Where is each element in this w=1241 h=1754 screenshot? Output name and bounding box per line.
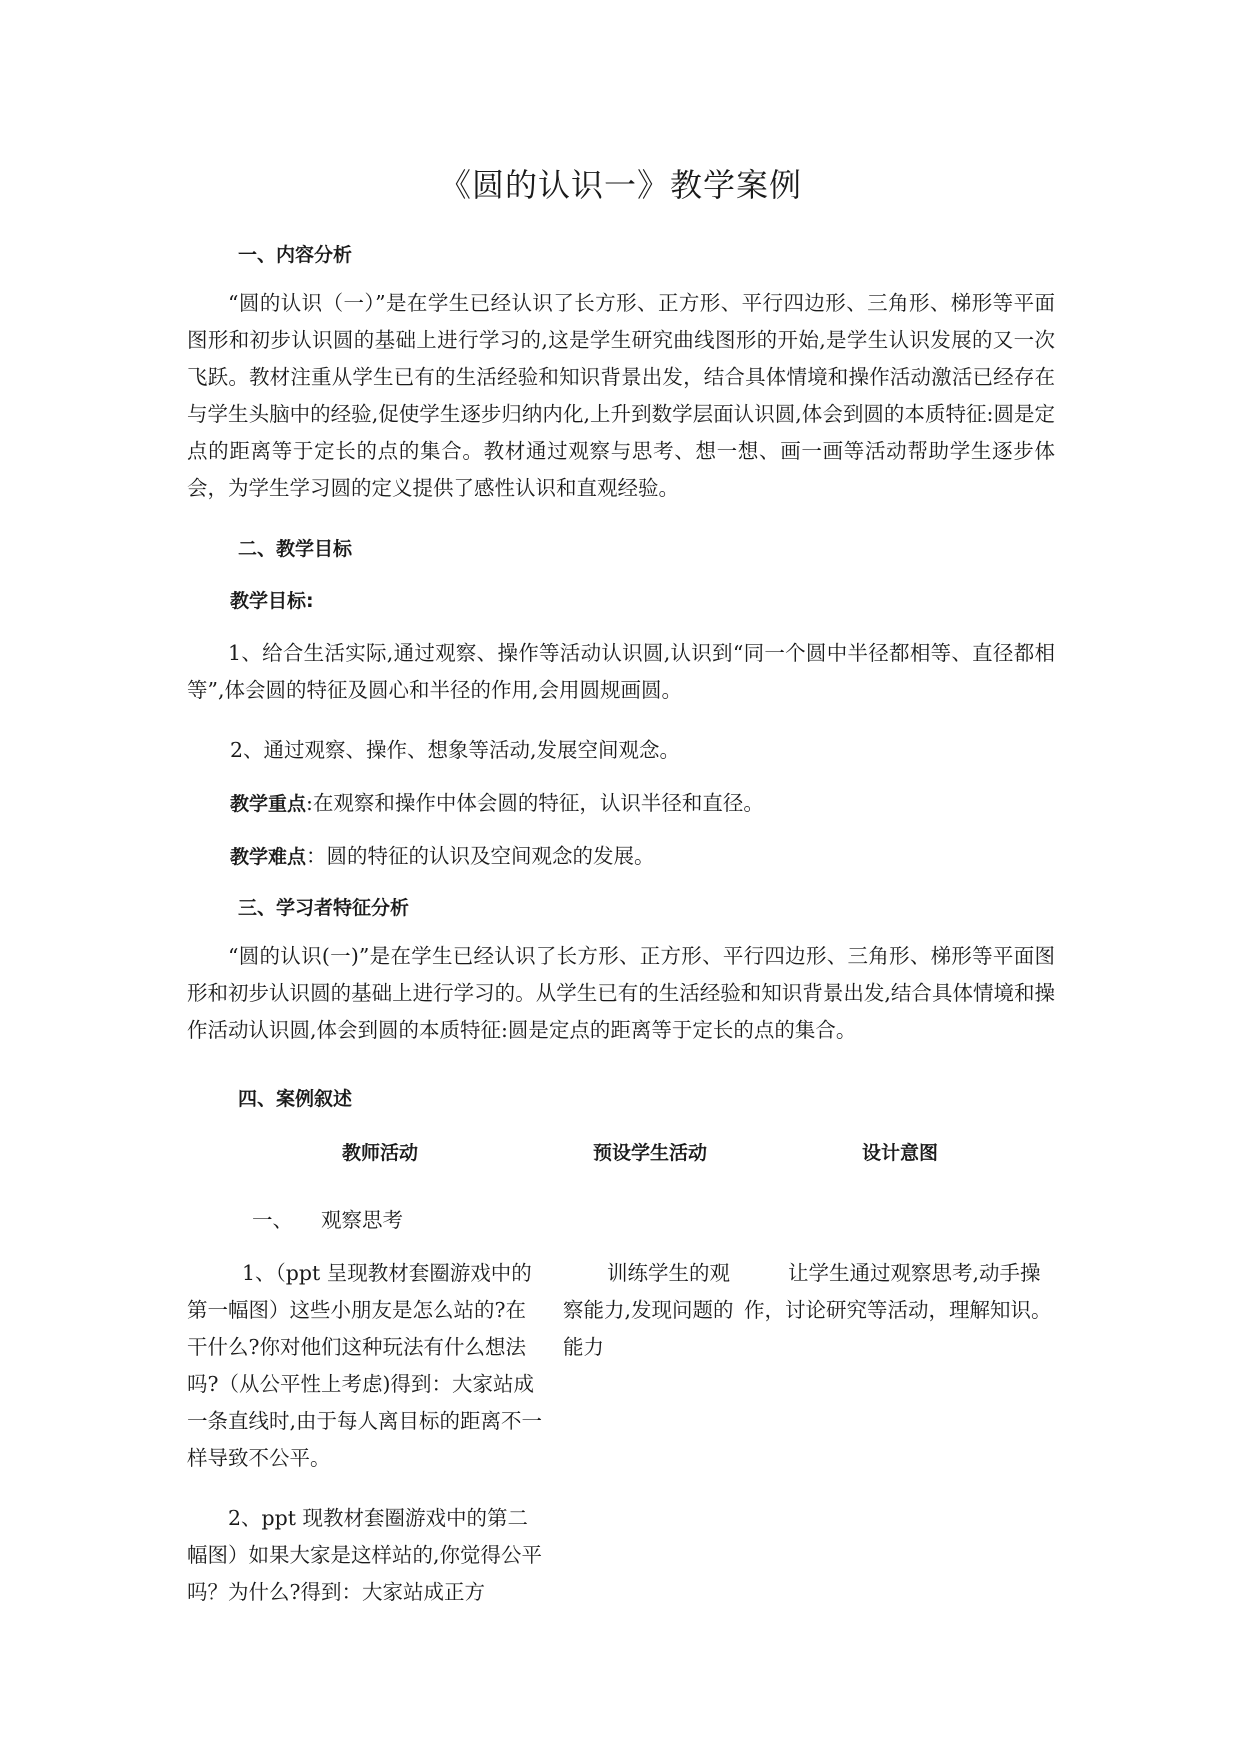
step-heading [252,1203,403,1233]
design-intent-1: 让学生通过观察思考,动手操作，讨论研究等活动，理解知识。 [744,1261,1052,1322]
section-heading-content-analysis: 一、内容分析 [238,244,353,266]
section-heading-teaching-goals: 二、教学目标 [238,538,353,560]
document-title: 《圆的认识一》教学案例 [438,166,802,204]
step-number: 一、 [252,1208,293,1232]
difficulty-text: ：圆的特征的认识及空间观念的发展。 [306,844,655,868]
teacher-activity-1: 1、（ppt 呈现教材套圈游戏中的第一幅图）这些小朋友是怎么站的?在干什么?你对他们这种玩法有什么想法吗?（从公平性上考虑)得到：大家站成一条直线时,由于每人离目标的距离不一样导致不公平。 [187,1261,543,1470]
content-analysis-paragraph: “圆的认识（一）”是在学生已经认识了长方形、正方形、平行四边形、三角形、梯形等平面图形和初步认识圆的基础上进行学习的,这是学生研究曲线图形的开始,是学生认识发展的又一次飞跃。教材注重从学生已有的生活经验和知识背景出发，结合具体情境和操作活动激活已经存在与学生头脑中的经验,促使学生逐步归纳内化,上升到数学层面认识圆,体会到圆的本质特征:圆是定点的距离等于定长的点的集合。教材通过观察与思考、想一想、画一画等活动帮助学生逐步体会，为学生学习圆的定义提供了感性认识和直观经验。 [187,291,1055,500]
section-heading-learner-analysis: 三、学习者特征分析 [238,897,410,919]
difficulty-label: 教学难点 [230,846,307,868]
column-header-teacher: 教师活动 [341,1142,418,1164]
difficulty-line [230,839,655,869]
goal-item-1: 1、给合生活实际,通过观察、操作等活动认识圆,认识到“同一个圆中半径都相等、直径都相等”,体会圆的特征及圆心和半径的作用,会用圆规画圆。 [187,641,1055,702]
goals-label: 教学目标: [230,590,314,612]
section-heading-case-narrative: 四、案例叙述 [238,1088,353,1110]
key-points-line [230,786,764,816]
teacher-activity-2: 2、ppt 现教材套圈游戏中的第二幅图）如果大家是这样站的,你觉得公平吗？为什么?得到：大家站成正方 [187,1506,543,1604]
key-points-label: 教学重点 [230,793,307,815]
key-points-text: :在观察和操作中体会圆的特征，认识半径和直径。 [306,791,764,815]
column-header-student: 预设学生活动 [592,1142,707,1164]
step-title: 观察思考 [321,1208,403,1232]
learner-analysis-paragraph: “圆的认识(一)”是在学生已经认识了长方形、正方形、平行四边形、三角形、梯形等平面图形和初步认识圆的基础上进行学习的。从学生已有的生活经验和知识背景出发,结合具体情境和操作活动认识圆,体会到圆的本质特征:圆是定点的距离等于定长的点的集合。 [187,944,1055,1042]
column-header-intent: 设计意图 [861,1142,938,1164]
goal-item-2: 2、通过观察、操作、想象等活动,发展空间观念。 [230,738,681,762]
student-activity-1: 训练学生的观察能力,发现问题的能力 [563,1261,734,1359]
